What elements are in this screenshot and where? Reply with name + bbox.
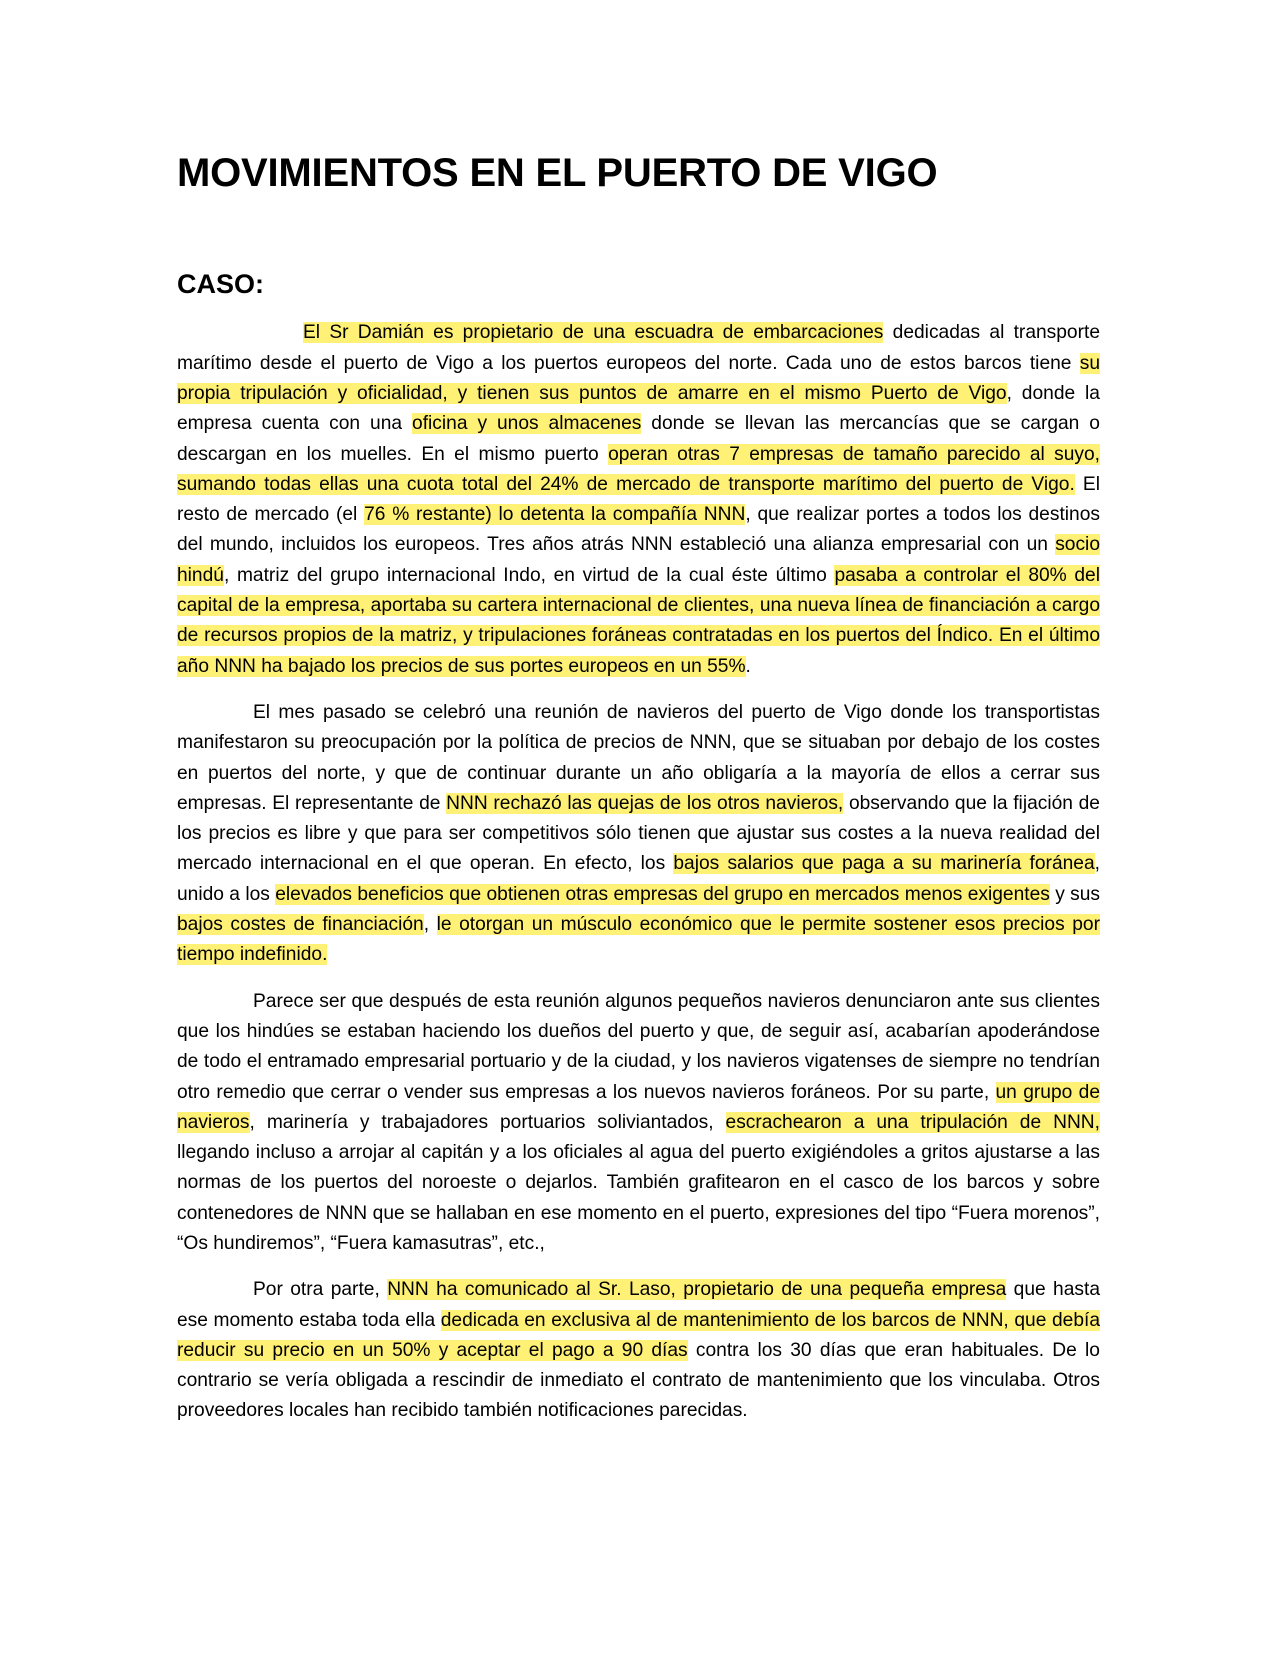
paragraph-text: . [745, 655, 751, 677]
paragraph-text: Parece ser que después de esta reunión algunos pequeños navieros denunciaron ante sus clientes que los hindúes se estaban haciendo los dueños del puerto y que, de seguir así, acabarían apoderándose de todo el entramado empresarial portuario y de la ciudad, y los navieros vigatenses de siempre no tendrían otro remedio que cerrar o vender sus empresas a los nuevos navieros foráneos. Por su parte, [177, 990, 1100, 1103]
highlighted-text: dedicada en exclusiva al de mantenimiento de los barcos de NNN, que debía reducir su precio en un 50% y aceptar el pago a 90 días [177, 1309, 1100, 1361]
highlighted-text: operan otras 7 empresas de tamaño parecido al suyo, sumando todas ellas una cuota total del 24% de mercado de transporte marítimo del puerto de Vigo. [177, 443, 1100, 495]
paragraph-3 [177, 987, 1100, 1260]
highlighted-text: 76 % restante) lo detenta la compañía NNN [364, 504, 746, 526]
highlighted-text: le otorgan un músculo económico que le permite sostener esos precios por tiempo indefinido. [177, 914, 1100, 966]
highlighted-text: un grupo de navieros [177, 1081, 1100, 1133]
paragraph-2 [177, 698, 1100, 971]
section-heading-caso: CASO: [177, 269, 264, 299]
paragraph-text: , unido a los [177, 853, 1100, 905]
paragraph-text: contra los 30 días que eran habituales. De lo contrario se vería obligada a rescindir de inmediato el contrato de mantenimiento que los vinculaba. Otros proveedores locales han recibido también notificaciones parecidas. [177, 1339, 1100, 1422]
highlighted-text: El Sr Damián es propietario de una escuadra de embarcaciones [303, 322, 884, 344]
highlighted-text: oficina y unos almacenes [412, 413, 642, 435]
paragraph-text: llegando incluso a arrojar al capitán y a los oficiales al agua del puerto exigiéndoles a gritos ajustarse a las normas de los puertos del noroeste o dejarlos. También grafitearon en el casco de los barcos y sobre contenedores de NNN que se hallaban en ese momento en el puerto, expresiones del tipo “Fuera morenos”, “Os hundiremos”, “Fuera kamasutras”, etc., [177, 1142, 1100, 1254]
paragraph-text: observando que la fijación de los precios es libre y que para ser competitivos sólo tienen que ajustar sus costes a la nueva realidad del mercado internacional en el que operan. En efecto, los [177, 792, 1100, 875]
highlighted-text: NNN rechazó las quejas de los otros navieros, [446, 792, 844, 814]
highlighted-text: NNN ha comunicado al Sr. Laso, propietario de una pequeña empresa [387, 1279, 1007, 1301]
document-title: MOVIMIENTOS EN EL PUERTO DE VIGO [177, 151, 938, 195]
paragraph-text: que hasta ese momento estaba toda ella [177, 1279, 1100, 1331]
paragraph-text: , [423, 914, 437, 936]
paragraph-4 [177, 1275, 1100, 1426]
highlighted-text: pasaba a controlar el 80% del capital de la empresa, aportaba su cartera internacional de clientes, una nueva línea de financiación a cargo de recursos propios de la matriz, y tripulaciones foráneas contratadas en los puertos del Índico. En el último año NNN ha bajado los precios de sus portes europeos en un 55% [177, 564, 1100, 677]
document-body [177, 318, 1100, 1426]
highlighted-text: socio hindú [177, 534, 1100, 586]
paragraph-text: El resto de mercado (el [177, 473, 1100, 526]
highlighted-text: bajos salarios que paga a su marinería foránea [673, 853, 1095, 875]
paragraph-1 [177, 318, 1100, 682]
paragraph-text: y sus [1049, 883, 1101, 905]
paragraph-text: , marinería y trabajadores portuarios soliviantados, [249, 1111, 726, 1133]
paragraph-text: , donde la empresa cuenta con una [177, 382, 1100, 435]
highlighted-text: escrachearon a una tripulación de NNN, [725, 1111, 1100, 1133]
paragraph-text: , que realizar portes a todos los destinos del mundo, incluidos los europeos. Tres años atrás NNN estableció una alianza empresarial con un [177, 504, 1100, 556]
highlighted-text: bajos costes de financiación [177, 914, 424, 936]
document-page [177, 150, 1100, 1443]
paragraph-text: El mes pasado se celebró una reunión de navieros del puerto de Vigo donde los transportistas manifestaron su preocupación por la política de precios de NNN, que se situaban por debajo de los costes en puertos del norte, y que de continuar durante un año obligaría a la mayoría de ellos a cerrar sus empresas. El representante de [177, 701, 1100, 814]
highlighted-text: su propia tripulación y oficialidad, y tienen sus puntos de amarre en el mismo Puerto de Vigo [177, 352, 1100, 404]
paragraph-text: Por otra parte, [253, 1279, 388, 1301]
paragraph-text: , matriz del grupo internacional Indo, en virtud de la cual éste último [223, 564, 835, 586]
paragraph-text: dedicadas al transporte marítimo desde el puerto de Vigo a los puertos europeos del norte. Cada uno de estos barcos tiene [177, 322, 1100, 374]
highlighted-text: elevados beneficios que obtienen otras empresas del grupo en mercados menos exigentes [275, 883, 1050, 905]
paragraph-text: donde se llevan las mercancías que se cargan o descargan en los muelles. En el mismo puerto [177, 413, 1100, 465]
